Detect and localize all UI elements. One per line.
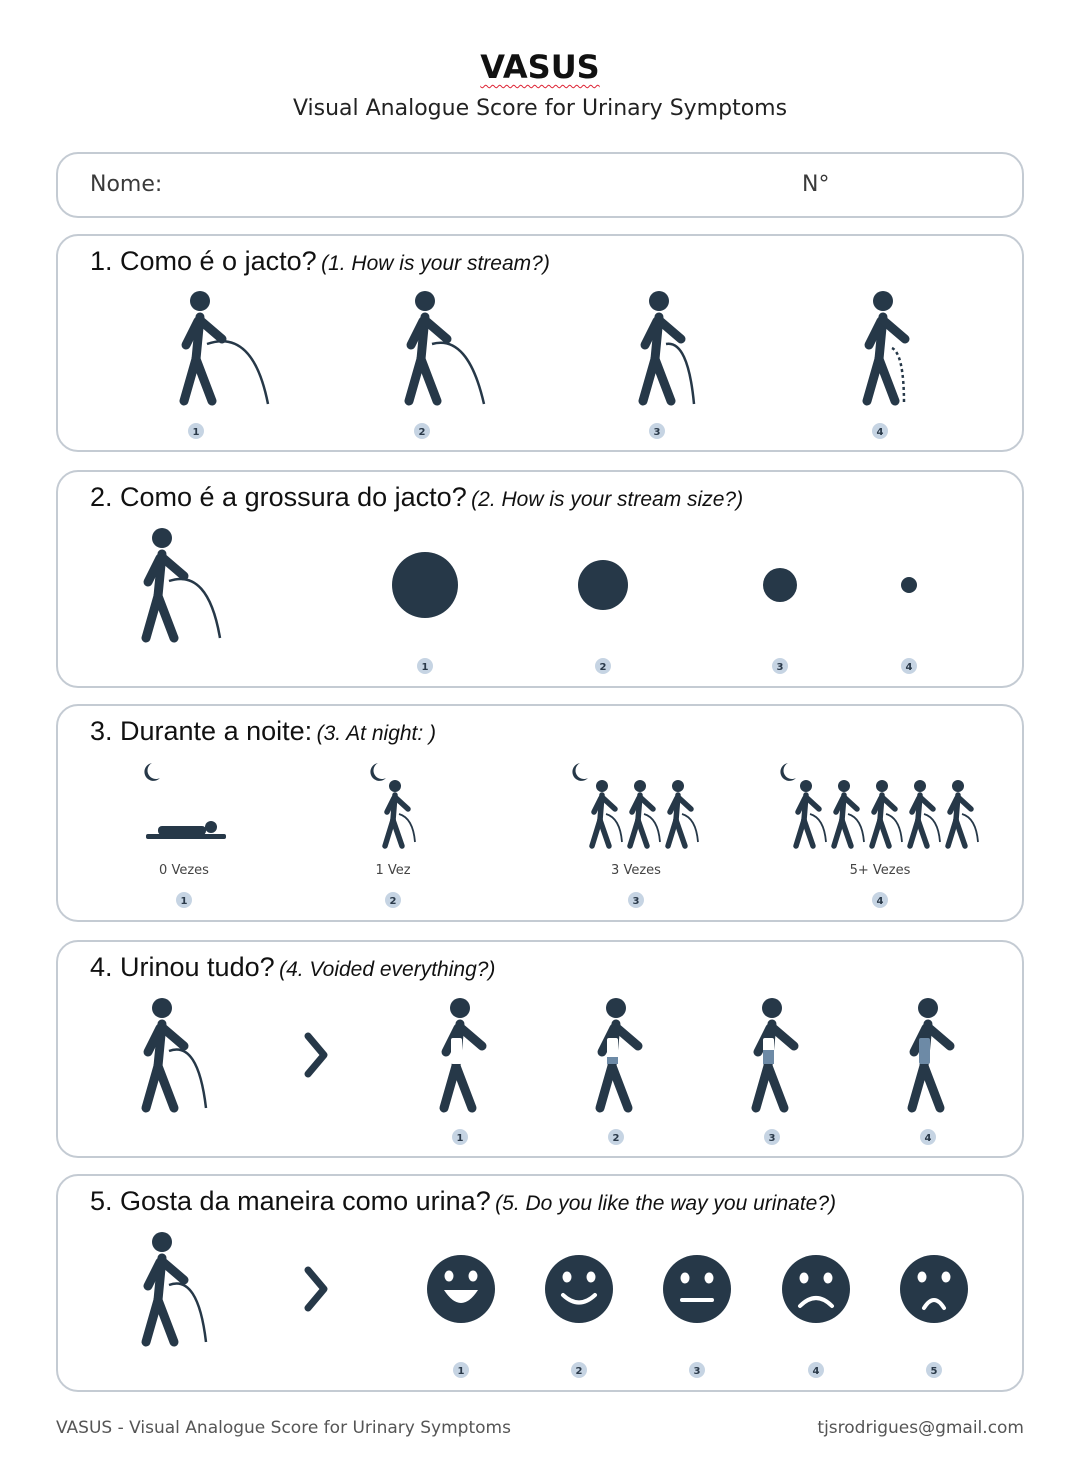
standing-person-icon xyxy=(912,998,950,1108)
badge-text: 3 xyxy=(653,427,661,438)
question-4-box xyxy=(56,940,1024,1158)
urinating-person-icon xyxy=(146,1232,184,1342)
badge-text: 2 xyxy=(389,896,397,907)
badge-text: 1 xyxy=(421,662,429,673)
stream-option-4[interactable] xyxy=(867,291,905,404)
urinating-person-icon xyxy=(834,780,864,846)
urinating-person-icon xyxy=(630,780,660,846)
badge-4 xyxy=(872,423,888,439)
night-option-1[interactable] xyxy=(144,763,226,839)
urinating-person-icon xyxy=(385,780,415,846)
badge-text: 4 xyxy=(876,896,884,907)
badge-text: 3 xyxy=(768,1133,776,1144)
question-1-title: 1. Como é o jacto? xyxy=(90,246,317,276)
stream-size-tiny-icon[interactable] xyxy=(901,577,917,593)
night-caption-4: 5+ Vezes xyxy=(849,863,911,878)
badge-text: 1 xyxy=(192,427,200,438)
bladder-empty-icon xyxy=(451,1038,462,1064)
badge-text: 1 xyxy=(180,896,188,907)
question-4-subtitle: (4. Voided everything?) xyxy=(279,958,496,981)
urinating-person-icon xyxy=(668,780,698,846)
badge-3 xyxy=(764,1129,780,1145)
urinating-person-icon xyxy=(948,780,978,846)
badge-text: 2 xyxy=(418,427,426,438)
urinating-person-icon xyxy=(872,780,902,846)
stream-option-3[interactable] xyxy=(643,291,694,404)
badge-text: 3 xyxy=(632,896,640,907)
question-1-box xyxy=(56,234,1024,452)
stream-size-medium-icon[interactable] xyxy=(578,560,628,610)
identification-box xyxy=(56,152,1024,218)
sleeping-person-icon xyxy=(158,826,206,835)
very-sad-face-icon[interactable] xyxy=(900,1255,968,1323)
badge-text: 5 xyxy=(930,1366,938,1377)
urinating-person-icon xyxy=(867,291,905,401)
urinating-person-icon xyxy=(146,998,184,1108)
bladder-option-1[interactable] xyxy=(444,998,482,1108)
question-4-title: 4. Urinou tudo? xyxy=(90,952,275,982)
stream-arc-icon xyxy=(169,579,220,638)
badge-5 xyxy=(926,1362,942,1378)
night-option-4[interactable] xyxy=(780,763,978,846)
question-3-title: 3. Durante a noite: xyxy=(90,716,313,746)
badge-text: 1 xyxy=(456,1133,464,1144)
badge-1 xyxy=(417,658,433,674)
sad-face-icon[interactable] xyxy=(782,1255,850,1323)
badge-1 xyxy=(176,892,192,908)
badge-1 xyxy=(188,423,204,439)
stream-option-1[interactable] xyxy=(184,291,268,404)
badge-text: 2 xyxy=(575,1366,583,1377)
stream-arc-icon xyxy=(207,341,268,404)
question-5-title: 5. Gosta da maneira como urina? xyxy=(90,1186,491,1216)
question-1-art xyxy=(58,236,1026,454)
page-subtitle: Visual Analogue Score for Urinary Symptoms xyxy=(292,96,788,121)
stream-size-small-icon[interactable] xyxy=(763,568,797,602)
badge-3 xyxy=(772,658,788,674)
moon-icon xyxy=(144,763,160,781)
standing-person-icon xyxy=(444,998,482,1108)
moon-icon xyxy=(780,763,796,781)
question-1-subtitle: (1. How is your stream?) xyxy=(321,252,550,275)
question-2-box xyxy=(56,470,1024,688)
badge-2 xyxy=(571,1362,587,1378)
question-4-art xyxy=(58,942,1026,1160)
question-2-title: 2. Como é a grossura do jacto? xyxy=(90,482,467,512)
bladder-full-icon xyxy=(919,1038,930,1064)
badge-text: 3 xyxy=(693,1366,701,1377)
badge-text: 4 xyxy=(924,1133,932,1144)
badge-2 xyxy=(595,658,611,674)
footer-title: VASUS - Visual Analogue Score for Urinary Symptoms xyxy=(56,1418,511,1438)
badge-text: 4 xyxy=(876,427,884,438)
night-caption-3: 3 Vezes xyxy=(611,863,661,878)
sleeping-head-icon xyxy=(205,821,217,833)
badge-text: 4 xyxy=(812,1366,820,1377)
happy-face-icon[interactable] xyxy=(545,1255,613,1323)
badge-text: 4 xyxy=(905,662,913,673)
bladder-option-4[interactable] xyxy=(912,998,950,1108)
standing-person-icon xyxy=(600,998,638,1108)
urinating-person-icon xyxy=(910,780,940,846)
stream-arc-icon xyxy=(432,343,484,404)
neutral-face-icon[interactable] xyxy=(663,1255,731,1323)
bladder-option-2[interactable] xyxy=(600,998,638,1108)
badge-3 xyxy=(649,423,665,439)
standing-person-icon xyxy=(756,998,794,1108)
badge-3 xyxy=(689,1362,705,1378)
badge-3 xyxy=(628,892,644,908)
urinating-person-icon xyxy=(409,291,447,401)
moon-icon xyxy=(572,763,588,781)
number-label: N° xyxy=(802,172,830,197)
question-5-box xyxy=(56,1174,1024,1392)
stream-size-large-icon[interactable] xyxy=(392,552,458,618)
urinating-person-icon xyxy=(184,291,222,401)
reference-person xyxy=(146,1232,206,1342)
urinating-person-icon xyxy=(146,528,184,638)
question-2-subtitle: (2. How is your stream size?) xyxy=(471,488,744,511)
badge-4 xyxy=(808,1362,824,1378)
urinating-person-icon xyxy=(796,780,826,846)
question-3-subtitle: (3. At night: ) xyxy=(316,722,437,745)
urinating-person-icon xyxy=(592,780,622,846)
chevron-right-icon xyxy=(308,1270,324,1308)
footer-email: tjsrodrigues@gmail.com xyxy=(817,1418,1024,1438)
badge-1 xyxy=(452,1129,468,1145)
badge-text: 1 xyxy=(457,1366,465,1377)
badge-4 xyxy=(872,892,888,908)
badge-text: 3 xyxy=(776,662,784,673)
badge-text: 2 xyxy=(599,662,607,673)
night-caption-2: 1 Vez xyxy=(375,863,411,878)
question-3-box xyxy=(56,704,1024,922)
question-5-art xyxy=(58,1176,1026,1394)
night-option-2[interactable] xyxy=(370,763,415,846)
night-caption-1: 0 Vezes xyxy=(159,863,209,878)
question-5-subtitle: (5. Do you like the way you urinate?) xyxy=(495,1192,837,1215)
name-label: Nome: xyxy=(90,172,163,197)
badge-2 xyxy=(414,423,430,439)
bladder-option-3[interactable] xyxy=(756,998,794,1108)
badge-1 xyxy=(453,1362,469,1378)
badge-2 xyxy=(385,892,401,908)
chevron-right-icon xyxy=(308,1036,324,1074)
stream-option-2[interactable] xyxy=(409,291,484,404)
reference-person xyxy=(146,528,220,638)
page-title: VASUS xyxy=(480,48,600,86)
badge-4 xyxy=(901,658,917,674)
badge-4 xyxy=(920,1129,936,1145)
badge-text: 2 xyxy=(612,1133,620,1144)
question-2-art xyxy=(58,472,1026,690)
reference-person xyxy=(146,998,206,1108)
night-option-3[interactable] xyxy=(572,763,698,846)
badge-2 xyxy=(608,1129,624,1145)
very-happy-face-icon[interactable] xyxy=(427,1255,495,1323)
moon-icon xyxy=(370,763,386,781)
question-3-art xyxy=(58,706,1026,924)
